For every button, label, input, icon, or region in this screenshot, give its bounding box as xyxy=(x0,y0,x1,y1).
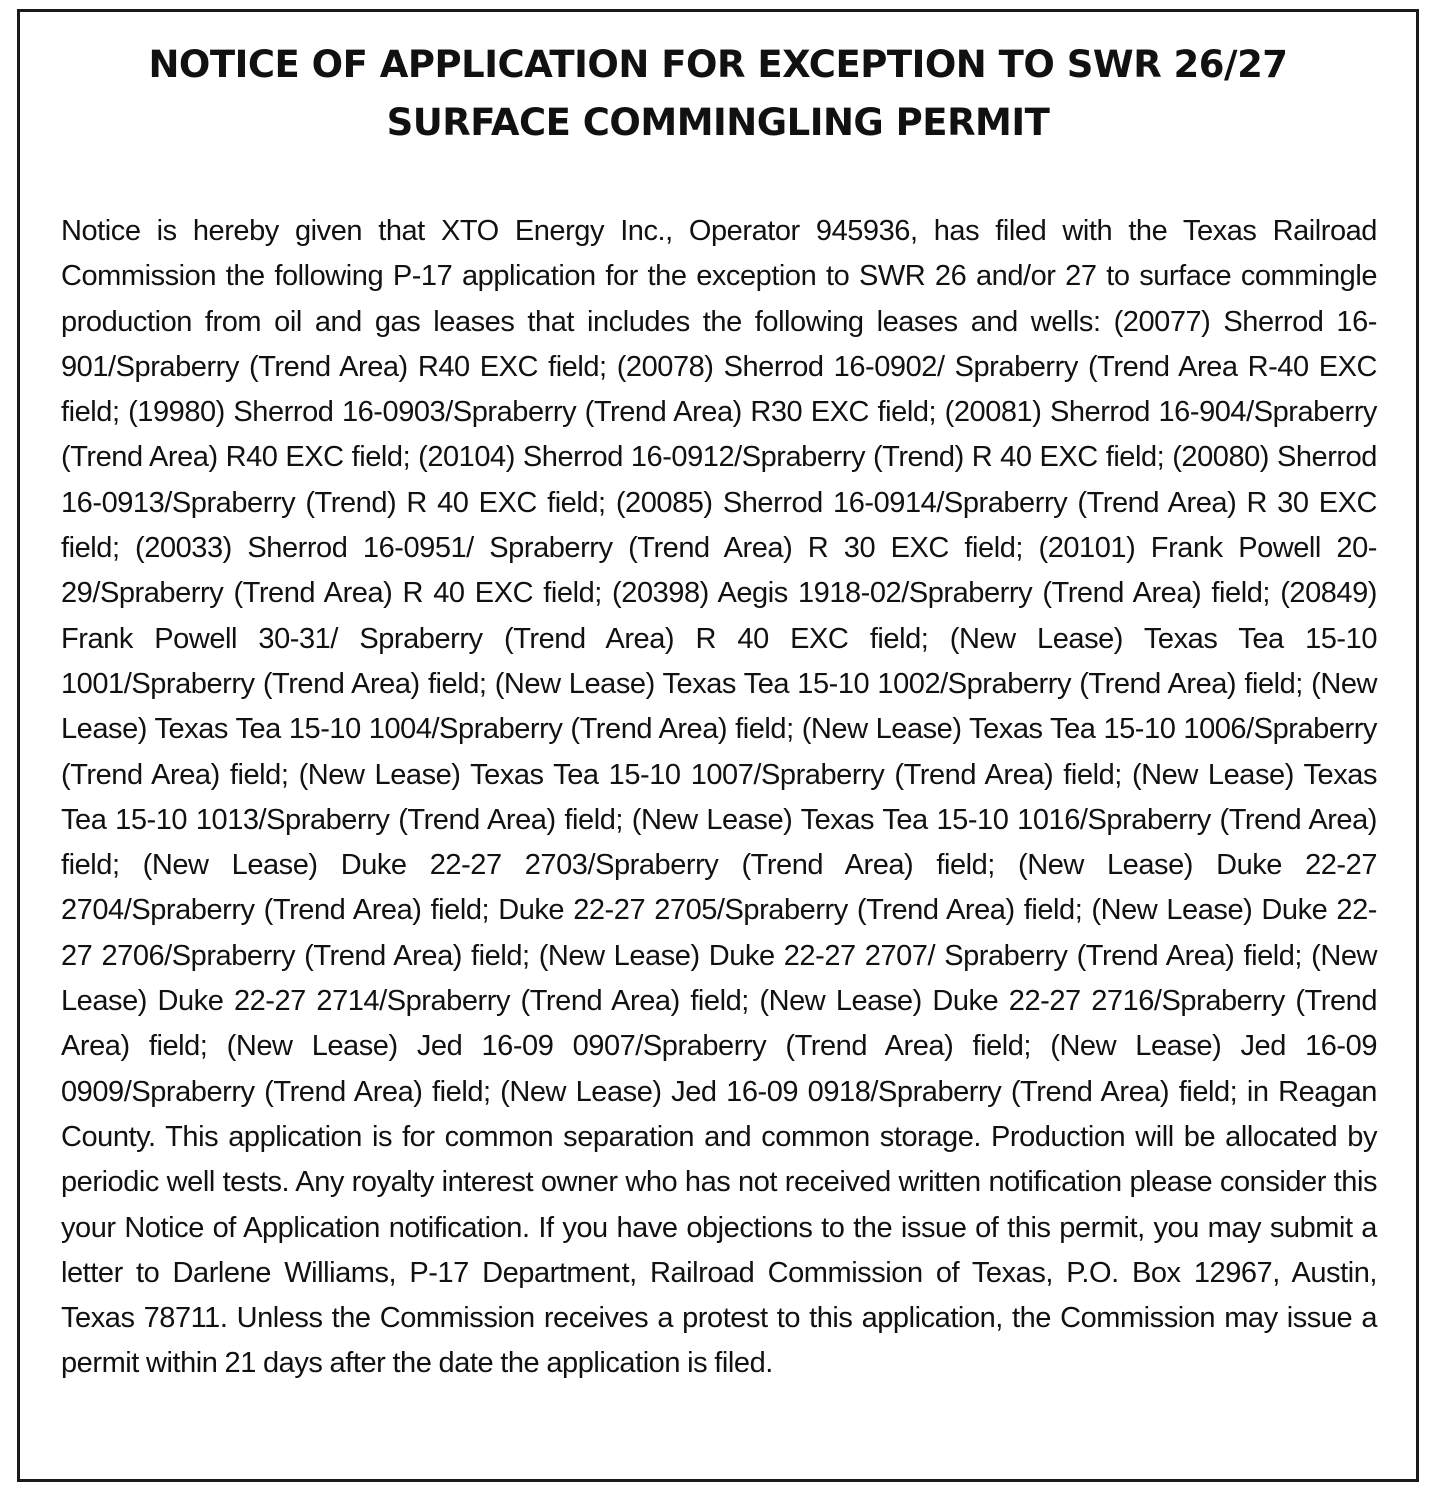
notice-body-text: Notice is hereby given that XTO Energy Inc., Operator 945936, has filed with the Texas Railroad Commission the following P-17 application for the exception to SWR 26 and/or 27 to surface commingle production from oil and gas leases that includes the following leases and wells: (20077) Sherrod 16-901/Spraberry (Trend Area) R40 EXC field; (20078) Sherrod 16-0902/ Spraberry (Trend Area R-40 EXC field; (19980) Sherrod 16-0903/Spraberry (Trend Area) R30 EXC field; (20081) Sherrod 16-904/Spraberry (Trend Area) R40 EXC field; (20104) Sherrod 16-0912/Spraberry (Trend) R 40 EXC field; (20080) Sherrod 16-0913/Spraberry (Trend) R 40 EXC field; (20085) Sherrod 16-0914/Spraberry (Trend Area) R 30 EXC field; (20033) Sherrod 16-0951/ Spraberry (Trend Area) R 30 EXC field; (20101) Frank Powell 20-29/Spraberry (Trend Area) R 40 EXC field; (20398) Aegis 1918-02/Spraberry (Trend Area) field; (20849) Frank Powell 30-31/ Spraberry (Trend Area) R 40 EXC field; (New Lease) Texas Tea 15-10 1001/Spraberry (Trend Area) field; (New Lease) Texas Tea 15-10 1002/Spraberry (Trend Area) field; (New Lease) Texas Tea 15-10 1004/Spraberry (Trend Area) field; (New Lease) Texas Tea 15-10 1006/Spraberry (Trend Area) field; (New Lease) Texas Tea 15-10 1007/Spraberry (Trend Area) field; (New Lease) Texas Tea 15-10 1013/Spraberry (Trend Area) field; (New Lease) Texas Tea 15-10 1016/Spraberry (Trend Area) field; (New Lease) Duke 22-27 2703/Spraberry (Trend Area) field; (New Lease) Duke 22-27 2704/Spraberry (Trend Area) field; Duke 22-27 2705/Spraberry (Trend Area) field; (New Lease) Duke 22-27 2706/Spraberry (Trend Area) field; (New Lease) Duke 22-27 2707/ Spraberry (Trend Area) field; (New Lease) Duke 22-27 2714/Spraberry (Trend Area) field; (New Lease) Duke 22-27 2716/Spraberry (Trend Area) field; (New Lease) Jed 16-09 0907/Spraberry (Trend Area) field; (New Lease) Jed 16-09 0909/Spraberry (Trend Area) field; (New Lease) Jed 16-09 0918/Spraberry (Trend Area) field; in Reagan County. This application is for common separation and common storage. Production will be allocated by periodic well tests. Any royalty interest owner who has not received written notification please consider this your Notice of Application notification. If you have objections to the issue of this permit, you may submit a letter to Darlene Williams, P-17 Department, Railroad Commission of Texas, P.O. Box 12967, Austin, Texas 78711. Unless the Commission receives a protest to this application, the Commission may issue a permit within 21 days after the date the application is filed. xyxy=(61,215,1377,1380)
notice-title-line-1: NOTICE OF APPLICATION FOR EXCEPTION TO SWR 26/27 xyxy=(148,43,1288,86)
notice-frame xyxy=(17,9,1419,1482)
notice-title-line-2: SURFACE COMMINGLING PERMIT xyxy=(386,101,1050,144)
notice-title xyxy=(40,36,1396,152)
